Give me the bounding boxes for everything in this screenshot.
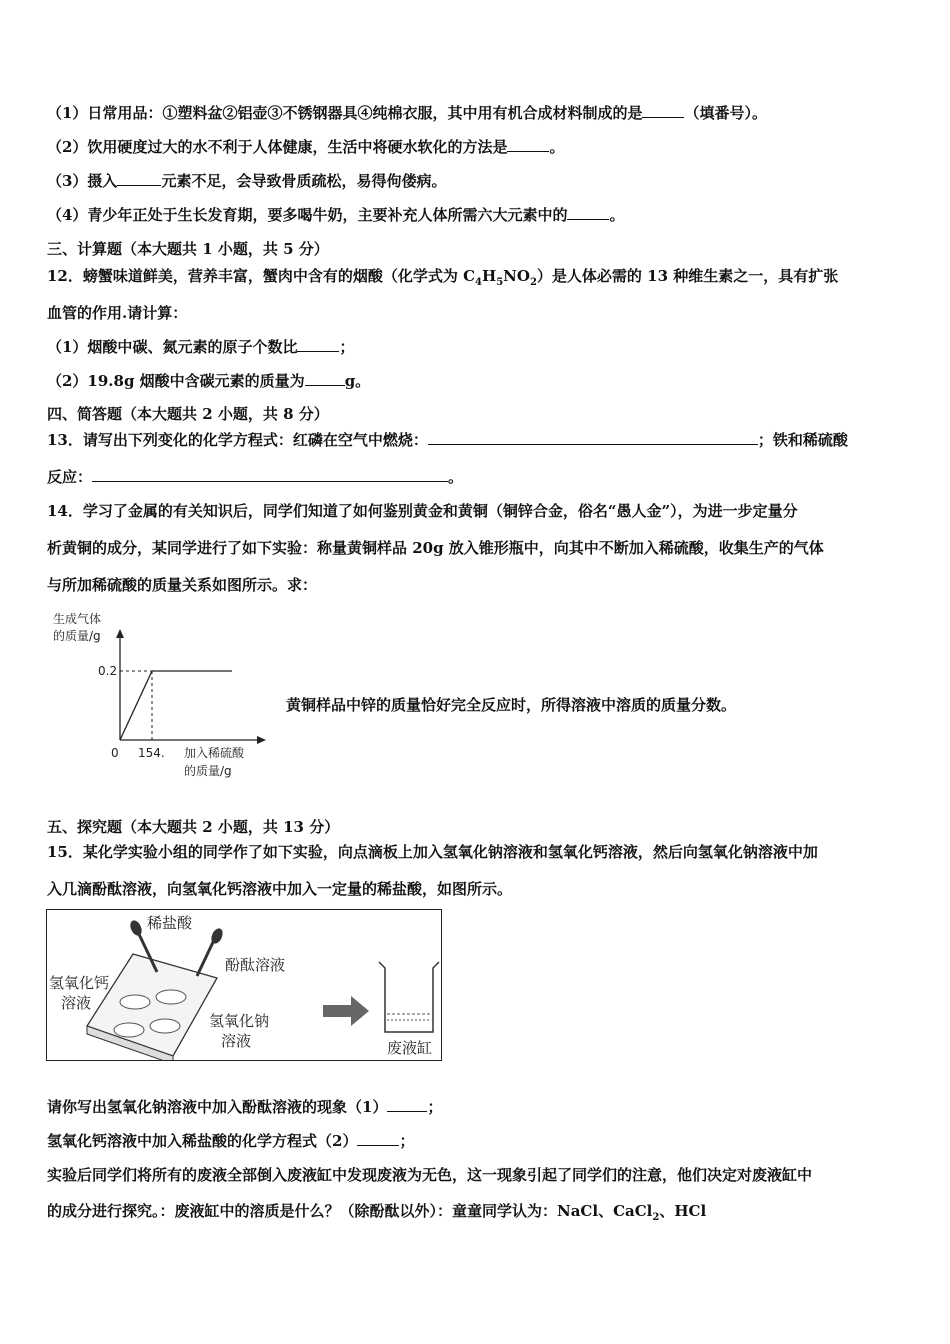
graph-ylabel-line2: 的质量/g [53, 629, 101, 643]
graph-ytick: 0.2 [98, 664, 118, 678]
q11-part4: （4）青少年正处于生长发育期，要多喝牛奶，主要补充人体所需六大元素中的 。 [47, 206, 625, 224]
q12-part1: （1）烟酸中碳、氮元素的原子个数比 ； [47, 338, 355, 356]
q11-part2: （2）饮用硬度过大的水不利于人体健康，生活中将硬水软化的方法是 。 [47, 138, 565, 156]
graph-y-arrow [116, 629, 124, 638]
label-naoh-line2: 溶液 [221, 1032, 252, 1050]
graph-xlabel-line2: 的质量/g [184, 764, 232, 778]
plate-well [156, 990, 186, 1004]
q15-ask3: 实验后同学们将所有的废液全部倒入废液缸中发现废液为无色，这一现象引起了同学们的注意，他们决定对废液缸中 [47, 1166, 813, 1184]
arrow-icon [323, 996, 369, 1026]
q12-line1: 12．螃蟹味道鲜美，营养丰富，蟹肉中含有的烟酸（化学式为 $C_4H_5NO_2$）是人体必需的 13 种维生素之一，具有扩张 [47, 267, 839, 288]
q15-ask2: 氢氧化钙溶液中加入稀盐酸的化学方程式（2） ； [47, 1132, 415, 1150]
section-3-heading: 三、计算题（本大题共 1 小题，共 5 分） [47, 240, 329, 258]
label-caoh-line2: 溶液 [61, 994, 92, 1012]
q11-part3: （3）摄入 元素不足，会导致骨质疏松，易得佝偻病。 [47, 172, 447, 190]
experiment-diagram [46, 909, 442, 1061]
graph-origin: 0 [111, 746, 119, 760]
answer-blank[interactable] [117, 171, 161, 186]
plate-well [114, 1023, 144, 1037]
q15-line1: 15．某化学实验小组的同学作了如下实验，向点滴板上加入氢氧化钠溶液和氢氧化钙溶液，然后向氢氧化钠溶液中加 [47, 843, 818, 861]
label-caoh-line1: 氢氧化钙 [49, 974, 110, 992]
q15-ask4: 的成分进行探究。：废液缸中的溶质是什么？（除酚酞以外）：童童同学认为：NaCl、CaCl$_2$、HCl [47, 1202, 707, 1223]
answer-blank[interactable] [305, 371, 345, 386]
q12-part2: （2）19.8g 烟酸中含碳元素的质量为 g。 [47, 372, 371, 390]
graph-xlabel-line1: 加入稀硫酸 [184, 746, 245, 760]
answer-blank[interactable] [297, 337, 339, 352]
answer-blank[interactable] [92, 467, 448, 482]
waste-beaker [379, 962, 439, 1032]
q13-line1: 13．请写出下列变化的化学方程式：红磷在空气中燃烧： ；铁和稀硫酸 [47, 431, 848, 449]
graph-rising-line [120, 671, 152, 740]
dropper-phenol [197, 938, 215, 976]
q14-line1: 14．学习了金属的有关知识后，同学们知道了如何鉴别黄金和黄铜（铜锌合金，俗名“愚人金”），为进一步定量分 [47, 502, 798, 520]
section-5-heading: 五、探究题（本大题共 2 小题，共 13 分） [47, 818, 340, 836]
q14-question: 黄铜样品中锌的质量恰好完全反应时，所得溶液中溶质的质量分数。 [286, 696, 737, 714]
graph-ylabel-line1: 生成气体 [53, 612, 102, 626]
answer-blank[interactable] [567, 205, 609, 220]
q14-line3: 与所加稀硫酸的质量关系如图所示。求： [47, 576, 318, 594]
q13-line2: 反应： 。 [47, 468, 464, 486]
label-waste-tank: 废液缸 [387, 1039, 433, 1057]
answer-blank[interactable] [642, 103, 684, 118]
gas-mass-graph [48, 605, 288, 790]
q12-line2: 血管的作用.请计算： [47, 304, 188, 322]
label-phenolphthalein: 酚酞溶液 [225, 956, 286, 974]
q15-ask1: 请你写出氢氧化钠溶液中加入酚酞溶液的现象（1） ； [47, 1098, 443, 1116]
label-hcl: 稀盐酸 [147, 914, 193, 932]
plate-well [150, 1019, 180, 1033]
dropper-bulb [128, 919, 144, 938]
graph-xtick: 154. [138, 746, 165, 760]
q15-line2: 入几滴酚酞溶液，向氢氧化钙溶液中加入一定量的稀盐酸，如图所示。 [47, 880, 513, 898]
answer-blank[interactable] [507, 137, 549, 152]
answer-blank[interactable] [428, 430, 758, 445]
answer-blank[interactable] [387, 1097, 427, 1112]
plate-well [120, 995, 150, 1009]
answer-blank[interactable] [357, 1131, 399, 1146]
q14-line2: 析黄铜的成分，某同学进行了如下实验：称量黄铜样品 20g 放入锥形瓶中，向其中不断加入稀硫酸，收集生产的气体 [47, 539, 824, 557]
graph-x-arrow [257, 736, 266, 744]
label-naoh-line1: 氢氧化钠 [209, 1012, 270, 1030]
q11-part1: （1）日常用品：①塑料盆②铝壶③不锈钢器具④纯棉衣服，其中用有机合成材料制成的是 （填番号）。 [47, 104, 767, 122]
section-4-heading: 四、简答题（本大题共 2 小题，共 8 分） [47, 405, 329, 423]
